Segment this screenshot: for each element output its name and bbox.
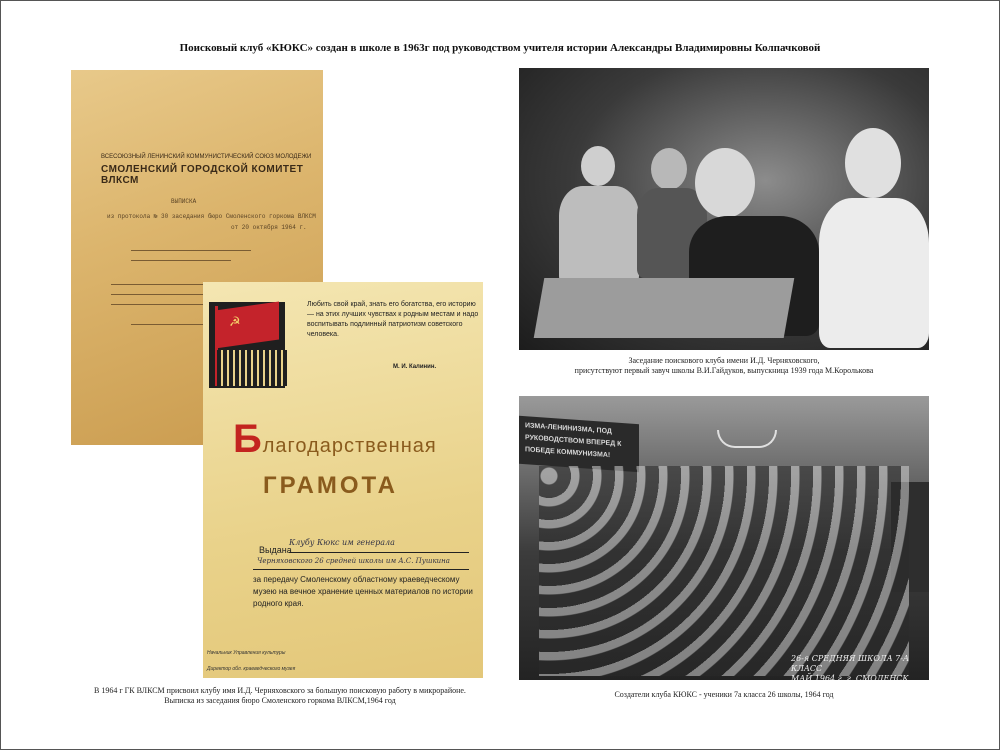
slogan-banner-text: ИЗМА-ЛЕНИНИЗМА, ПОД РУКОВОДСТВОМ ВПЕРЕД К ПОБЕДЕ КОММУНИЗМА! <box>525 422 622 460</box>
person-head <box>651 148 687 190</box>
certificate-title-rest: лагодарственная <box>262 435 437 457</box>
certificate-title-initial: Б <box>233 417 263 461</box>
certificate-handwritten-recipient: Клубу Кюкс им генерала <box>289 538 395 547</box>
album-on-table <box>534 278 795 338</box>
person-head <box>845 128 901 198</box>
meeting-caption <box>519 356 929 376</box>
photo-inscription-line-2: МАЙ 1964 г. г. СМОЛЕНСК <box>791 674 909 680</box>
certificate-handwritten-school: Черняховского 26 средней школы им А.С. Пушкина <box>257 557 450 565</box>
person-head <box>695 148 755 218</box>
document-caption <box>70 686 490 706</box>
certificate-quote: Любить свой край, знать его богатства, его историю — на этих лучших чувствах к родным местам и надо воспитывать подлинный патриотизм советского человека. <box>307 301 479 338</box>
underline <box>253 569 469 570</box>
document-line-3: от 20 октября 1964 г. <box>231 224 307 231</box>
certificate-title-line-1 <box>233 417 437 461</box>
red-flag-emblem <box>209 302 285 388</box>
person-torso <box>559 186 639 286</box>
certificate-title-line-2: ГРАМОТА <box>263 472 398 499</box>
document-text-row <box>131 250 251 251</box>
meeting-photo <box>519 68 929 350</box>
underline <box>289 552 469 553</box>
photo-inscription <box>791 654 929 680</box>
document-org-small: ВСЕСОЮЗНЫЙ ЛЕНИНСКИЙ КОММУНИСТИЧЕСКИЙ СОЮЗ МОЛОДЕЖИ <box>101 154 312 160</box>
certificate-quote-author: М. И. Калинин. <box>393 364 437 370</box>
document-line-1: ВЫПИСКА <box>171 198 197 205</box>
hammer-sickle-icon: ☭ <box>229 314 241 329</box>
class-group-photo <box>519 396 929 680</box>
document-org-header: СМОЛЕНСКИЙ ГОРОДСКОЙ КОМИТЕТ ВЛКСМ <box>101 164 304 186</box>
certificate-issued-label: Выдана <box>259 545 292 555</box>
document-text-row <box>131 260 231 261</box>
certificate-body-text: за передачу Смоленскому областному краеведческому музею на вечное хранение ценных материалов по истории родного края. <box>253 575 473 608</box>
industrial-skyline-graphic <box>217 350 287 386</box>
slogan-banner <box>519 416 639 472</box>
meeting-caption-line-1: Заседание поискового клуба имени И.Д. Черняховского, <box>628 356 820 365</box>
page-title: Поисковый клуб «КЮКС» создан в школе в 1963г под руководством учителя истории Александры Владимировны Колпачковой <box>179 42 821 54</box>
certificate-signature-museum: Директор обл. краеведческого музея <box>207 666 296 672</box>
photo-inscription-line-1: 26-я СРЕДНЯЯ ШКОЛА 7-А КЛАСС <box>791 654 910 673</box>
gratitude-certificate <box>203 282 483 678</box>
person-torso <box>819 198 929 348</box>
class-caption: Создатели клуба КЮКС - ученики 7а класса 26 школы, 1964 год <box>614 690 834 699</box>
certificate-signature-culture: Начальник Управления культуры <box>207 650 286 656</box>
document-caption-line-1: В 1964 г ГК ВЛКСМ присвоил клубу имя И.Д. Черняховского за большую поисковую работу в микрорайоне. <box>94 686 466 695</box>
document-caption-line-2: Выписка из заседания бюро Смоленского горкома ВЛКСМ,1964 год <box>164 696 396 705</box>
meeting-caption-line-2: присутствуют первый завуч школы В.И.Гайдуков, выпускница 1939 года М.Королькова <box>574 366 874 375</box>
students-crowd <box>539 466 909 676</box>
person-head <box>581 146 615 186</box>
chandelier <box>717 430 777 448</box>
document-text-row <box>131 324 211 325</box>
document-line-2: из протокола № 30 заседания бюро Смоленского горкома ВЛКСМ <box>107 213 316 220</box>
red-flag <box>215 302 279 349</box>
